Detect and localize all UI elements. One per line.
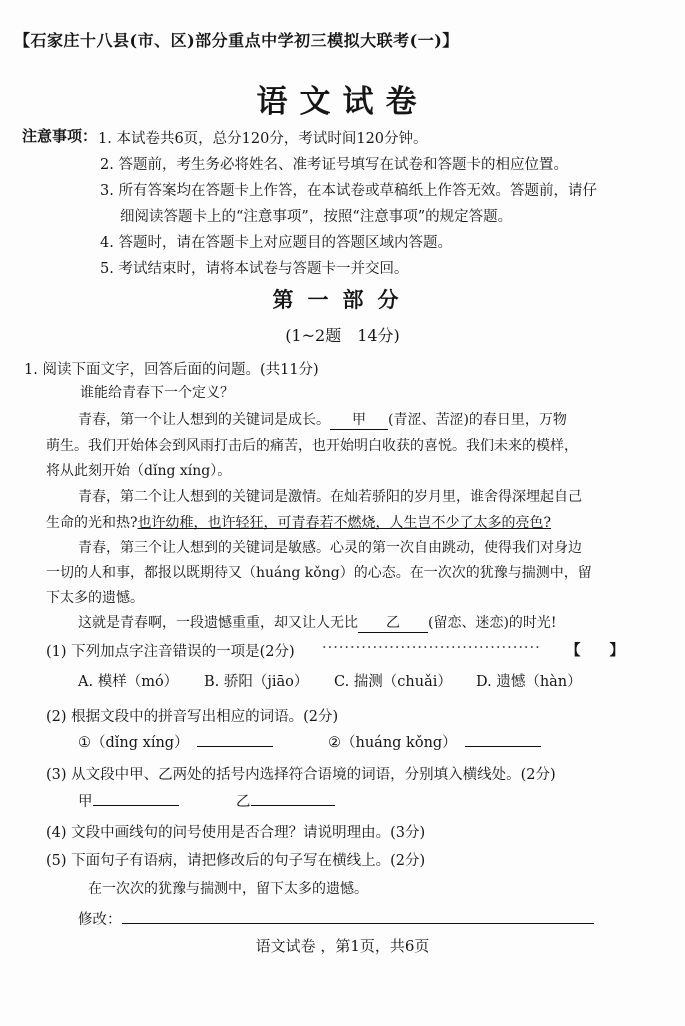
notice-item-3-cont: 细阅读答题卡上的“注意事项”，按照“注意事项”的规定答题。 xyxy=(120,209,513,225)
sub2-item-1 xyxy=(78,731,273,752)
part-title: 第一部分 xyxy=(272,287,413,312)
sub3-jia xyxy=(78,790,179,811)
notice-item-2: 2. 答题前，考生务必将姓名、准考证号填写在试卷和答题卡的相应位置。 xyxy=(100,157,568,173)
sub2-item-2 xyxy=(328,731,541,752)
sub5-revision xyxy=(78,908,594,929)
sub-question-1: (1) 下列加点字注音错误的一项是(2分) xyxy=(46,644,295,660)
notice-label: 注意事项： xyxy=(22,127,98,145)
page-footer: 语文试卷 ，第1页，共6页 xyxy=(255,937,430,955)
answer-line xyxy=(251,791,335,806)
notice-item-1: 1. 本试卷共6页，总分120分，考试时间120分钟。 xyxy=(98,131,428,147)
passage-text: 青春，第一个让人想到的关键词是成长。 xyxy=(78,412,330,428)
passage-p1-line1 xyxy=(78,409,567,430)
sub-question-3: (3) 从文段中甲、乙两处的括号内选择符合语境的词语，分别填入横线处。(2分) xyxy=(46,767,556,783)
answer-line xyxy=(465,732,541,747)
sub3-jia-label: 甲 xyxy=(78,794,93,810)
passage-p3-line2: 一切的人和事，都报以既期待又（huáng kǒng）的心态。在一次次的犹豫与揣测中，留 xyxy=(46,565,592,581)
leader-dots: ······································· xyxy=(322,640,541,656)
answer-bracket: 【 】 xyxy=(566,642,624,659)
sub-question-2: (2) 根据文段中的拼音写出相应的词语。(2分) xyxy=(46,709,339,725)
answer-line xyxy=(197,732,273,747)
answer-line xyxy=(122,909,594,924)
passage-text: (留恋、迷恋)的时光! xyxy=(428,615,557,631)
passage-p1-line3: 将从此刻开始（dǐng xíng）。 xyxy=(46,463,232,479)
passage-p3-line1: 青春，第三个让人想到的关键词是敏感。心灵的第一次自由跳动，使得我们对身边 xyxy=(78,540,582,556)
notice-item-3: 3. 所有答案均在答题卡上作答，在本试卷或草稿纸上作答无效。答题前，请仔 xyxy=(100,183,597,199)
sub3-yi-label: 乙 xyxy=(236,794,251,810)
exam-header: 【石家庄十八县(市、区)部分重点中学初三模拟大联考(一)】 xyxy=(14,31,459,50)
passage-text: 生命的光和热? xyxy=(46,515,138,531)
part-subtitle: (1~2题 14分) xyxy=(285,326,400,345)
passage-p1-line2: 萌生。我们开始体会到风雨打击后的痛苦，也开始明白收获的喜悦。我们未来的模样， xyxy=(46,438,578,454)
blank-yi: 乙 xyxy=(358,612,428,633)
sub-question-4: (4) 文段中画线句的问号使用是否合理？请说明理由。(3分) xyxy=(46,825,426,841)
option-a: A. 模样（mó） xyxy=(78,674,179,690)
passage-p4-line1 xyxy=(78,612,557,633)
blank-jia: 甲 xyxy=(330,409,388,430)
option-c: C. 揣测（chuǎi） xyxy=(334,674,452,690)
sub5-sentence: 在一次次的犹豫与揣测中，留下太多的遗憾。 xyxy=(88,881,368,897)
revision-label: 修改： xyxy=(78,912,122,928)
question-1-stem: 1. 阅读下面文字，回答后面的问题。(共11分) xyxy=(24,362,319,378)
sub3-yi xyxy=(236,790,335,811)
sub-question-5: (5) 下面句子有语病，请把修改后的句子写在横线上。(2分) xyxy=(46,853,426,869)
passage-text: (青涩、苦涩)的春日里，万物 xyxy=(388,412,567,428)
passage-p3-line3: 下太多的遗憾。 xyxy=(46,590,144,606)
underlined-sentence: 也许幼稚，也许轻狂，可青春若不燃烧，人生岂不少了太多的亮色? xyxy=(137,515,552,531)
option-d: D. 遗憾（hàn） xyxy=(476,674,582,690)
sub2-item-2-text: ②（huáng kǒng） xyxy=(328,735,457,751)
passage-p2-line1: 青春，第二个让人想到的关键词是激情。在灿若骄阳的岁月里，谁舍得深埋起自己 xyxy=(78,489,582,505)
passage-text: 这就是青春啊，一段遗憾重重，却又让人无比 xyxy=(78,615,358,631)
sub2-item-1-text: ①（dǐng xíng） xyxy=(78,735,189,751)
passage-title: 谁能给青春下一个定义？ xyxy=(80,385,234,401)
passage-p2-line2 xyxy=(46,512,551,532)
exam-title: 语文试卷 xyxy=(256,84,429,120)
answer-line xyxy=(93,791,179,806)
option-b: B. 骄阳（jiāo） xyxy=(204,674,309,690)
notice-item-5: 5. 考试结束时，请将本试卷与答题卡一并交回。 xyxy=(100,261,409,277)
notice-item-4: 4. 答题时，请在答题卡上对应题目的答题区域内答题。 xyxy=(100,235,452,251)
